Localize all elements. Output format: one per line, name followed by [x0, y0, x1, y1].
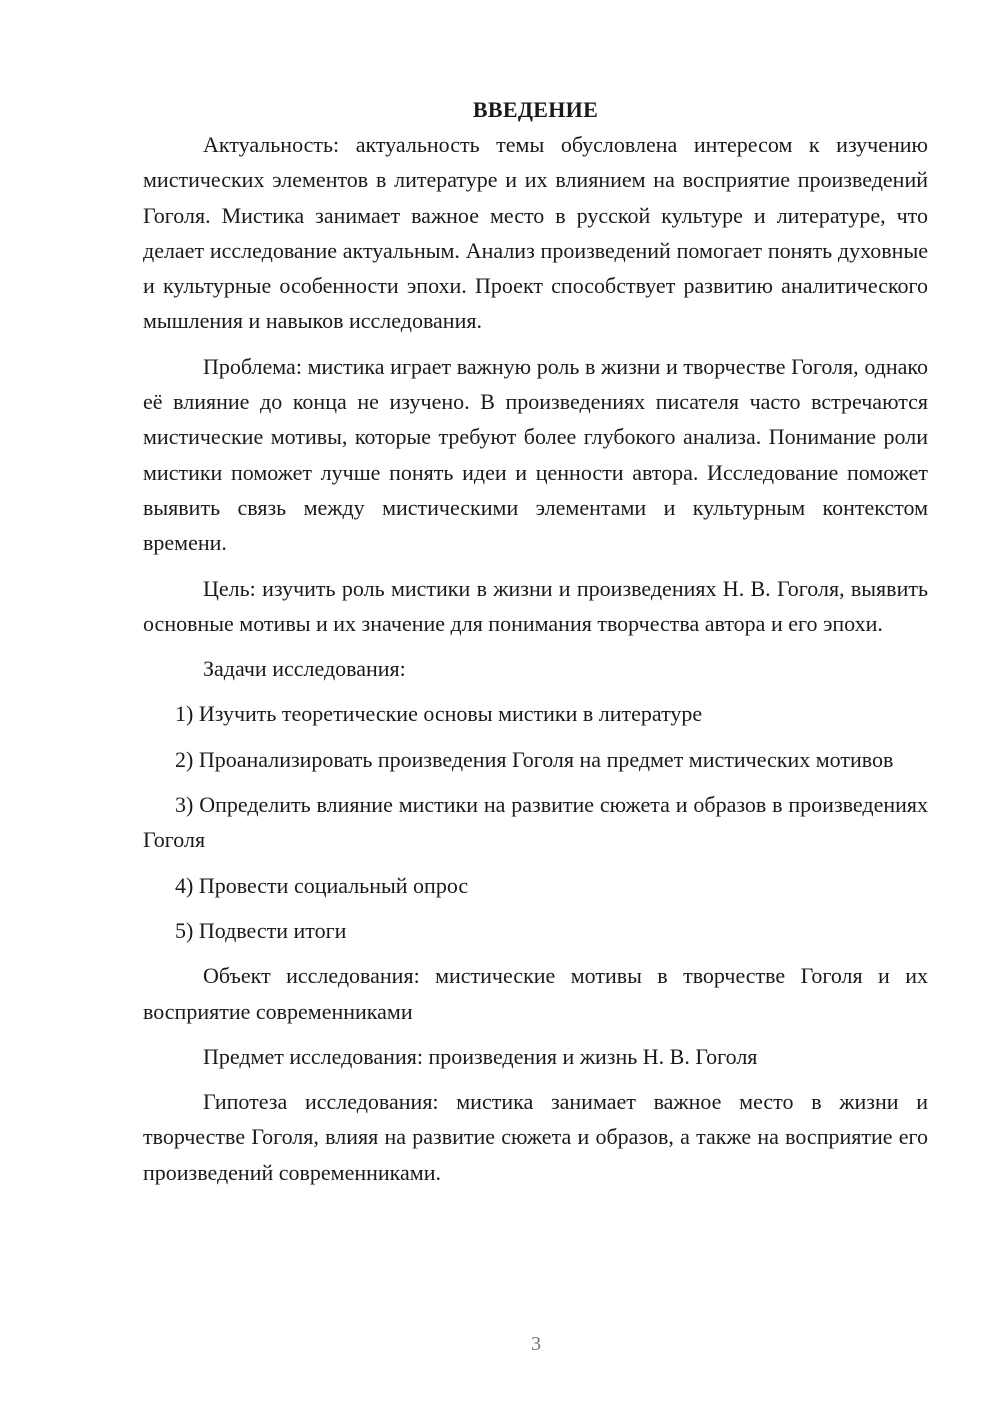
- task-item-5: 5) Подвести итоги: [175, 917, 347, 943]
- tasks-heading: Задачи исследования:: [203, 656, 406, 682]
- page-number: 3: [531, 1333, 541, 1355]
- problem-paragraph: Проблема: мистика играет важную роль в жизни и творчестве Гоголя, однако её влияние до конца не изучено. В произведениях писателя часто встречаются мистические мотивы, которые требуют более глубокого анализа. Понимание роли мистики поможет лучше понять идеи и ценности автора. Исследование поможет выявить связь между мистическими элементами и культурным контекстом времени.: [143, 353, 928, 556]
- hypothesis-paragraph: Гипотеза исследования: мистика занимает важное место в жизни и творчестве Гоголя, влияя на развитие сюжета и образов, а также на восприятие его произведений современниками.: [143, 1089, 928, 1185]
- task-item-3: 3) Определить влияние мистики на развитие сюжета и образов в произведениях Гоголя: [143, 792, 928, 853]
- relevance-paragraph: Актуальность: актуальность темы обусловлена интересом к изучению мистических элементов в литературе и их влиянием на восприятие произведений Гоголя. Мистика занимает важное место в русской культуре и литературе, что делает исследование актуальным. Анализ произведений помогает понять духовные и культурные особенности эпохи. Проект способствует развитию аналитического мышления и навыков исследования.: [143, 132, 928, 334]
- goal-paragraph: Цель: изучить роль мистики в жизни и произведениях Н. В. Гоголя, выявить основные мотивы и их значение для понимания творчества автора и его эпохи.: [143, 575, 928, 636]
- task-item-4: 4) Провести социальный опрос: [175, 872, 469, 898]
- object-paragraph: Объект исследования: мистические мотивы в творчестве Гоголя и их восприятие современниками: [143, 963, 928, 1024]
- document-page: [143, 92, 928, 1200]
- task-item-1: 1) Изучить теоретические основы мистики в литературе: [175, 701, 703, 727]
- subject-paragraph: Предмет исследования: произведения и жизнь Н. В. Гоголя: [203, 1043, 758, 1069]
- task-item-2: 2) Проанализировать произведения Гоголя на предмет мистических мотивов: [175, 746, 894, 772]
- section-heading: ВВЕДЕНИЕ: [472, 97, 599, 122]
